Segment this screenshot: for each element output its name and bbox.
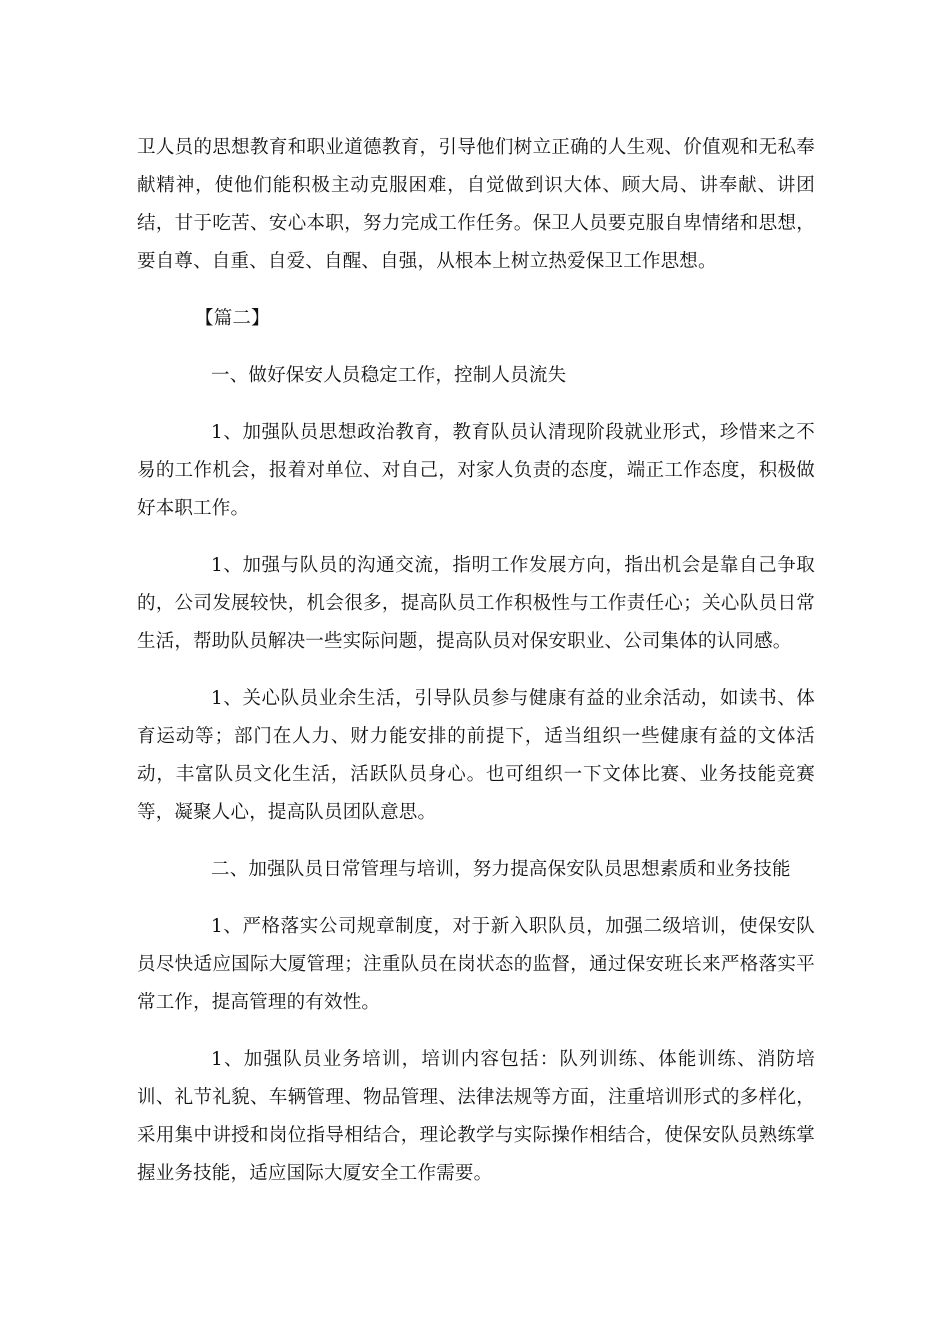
- paragraph-item: 1、加强队员思想政治教育，教育队员认清现阶段就业形式，珍惜来之不易的工作机会，报着对单位、对自己，对家人负责的态度，端正工作态度，积极做好本职工作。: [137, 422, 815, 519]
- paragraph-continuation: 卫人员的思想教育和职业道德教育，引导他们树立正确的人生观、价值观和无私奉献精神，使他们能积极主动克服困难，自觉做到识大体、顾大局、讲奉献、讲团结，甘于吃苦、安心本职，努力完成工作任务。保卫人员要克服自卑情绪和思想，要自尊、自重、自爱、自醒、自强，从根本上树立热爱保卫工作思想。: [137, 137, 815, 272]
- paragraph-item: 1、关心队员业余生活，引导队员参与健康有益的业余活动，如读书、体育运动等；部门在人力、财力能安排的前提下，适当组织一些健康有益的文体活动，丰富队员文化生活，活跃队员身心。也可组织一下文体比赛、业务技能竞赛等，凝聚人心，提高队员团队意思。: [137, 688, 815, 823]
- heading-one: 一、做好保安人员稳定工作，控制人员流失: [211, 365, 567, 386]
- paragraph-item: 1、加强队员业务培训，培训内容包括：队列训练、体能训练、消防培训、礼节礼貌、车辆管理、物品管理、法律法规等方面，注重培训形式的多样化，采用集中讲授和岗位指导相结合，理论教学与实际操作相结合，使保安队员熟练掌握业务技能，适应国际大厦安全工作需要。: [137, 1049, 815, 1184]
- paragraph-item: 1、严格落实公司规章制度，对于新入职队员，加强二级培训，使保安队员尽快适应国际大厦管理；注重队员在岗状态的监督，通过保安班长来严格落实平常工作，提高管理的有效性。: [137, 916, 815, 1013]
- paragraph-item: 1、加强与队员的沟通交流，指明工作发展方向，指出机会是靠自己争取的，公司发展较快，机会很多，提高队员工作积极性与工作责任心；关心队员日常生活，帮助队员解决一些实际问题，提高队员对保安职业、公司集体的认同感。: [137, 555, 815, 652]
- heading-two: 二、加强队员日常管理与培训，努力提高保安队员思想素质和业务技能: [211, 859, 791, 880]
- section-title: 【篇二】: [195, 308, 270, 329]
- document-body: [137, 129, 815, 1193]
